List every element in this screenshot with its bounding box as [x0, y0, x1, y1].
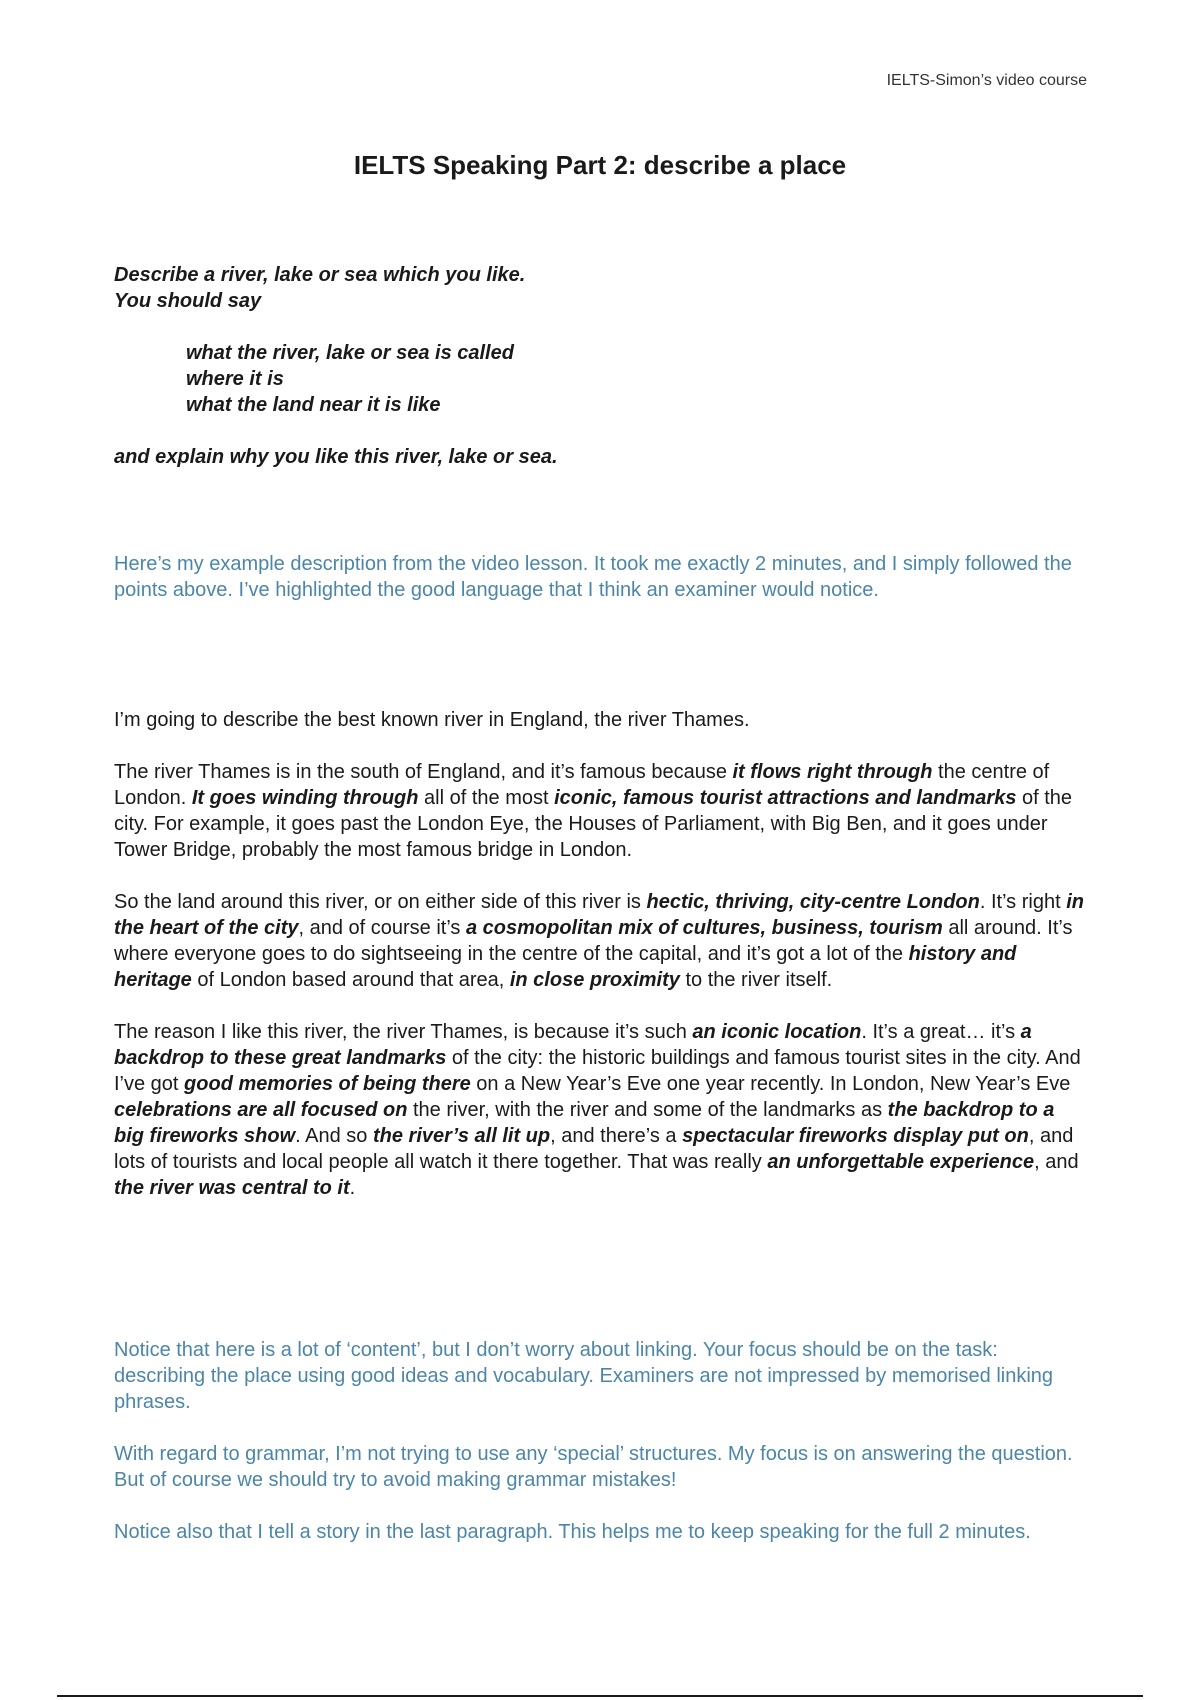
- answer-paragraph-4: [114, 1019, 1089, 1201]
- highlighted-phrase: the river’s all lit up: [373, 1125, 551, 1147]
- task-point: where it is: [186, 368, 284, 390]
- highlighted-phrase: a backdrop to these great landmarks: [114, 1021, 1032, 1069]
- intro-note: [114, 551, 1089, 629]
- highlighted-phrase: an iconic location: [692, 1021, 862, 1043]
- task-line-2: You should say: [114, 290, 262, 312]
- task-point: what the river, lake or sea is called: [186, 342, 514, 364]
- page-title: IELTS Speaking Part 2: describe a place: [353, 150, 847, 180]
- highlighted-phrase: it flows right through: [732, 761, 933, 783]
- answer-text: on a New Year’s Eve one year recently. In London, New Year’s Eve: [470, 1073, 1071, 1095]
- answer-text: the centre of London.: [114, 761, 1050, 809]
- answer-text: . And so: [295, 1125, 373, 1147]
- highlighted-phrase: celebrations are all focused on: [114, 1099, 408, 1121]
- task-spacer: [114, 314, 1089, 340]
- task-spacer: [114, 418, 1089, 444]
- highlighted-phrase: good memories of being there: [184, 1073, 471, 1095]
- answer-paragraph-3: [114, 889, 1089, 993]
- commentary-notes: [114, 1337, 1089, 1571]
- answer-paragraph-1: I’m going to describe the best known river in England, the river Thames.: [114, 709, 750, 731]
- task-point: what the land near it is like: [186, 394, 441, 416]
- answer-text: The river Thames is in the south of England, and it’s famous because: [114, 761, 733, 783]
- answer-text: , and of course it’s: [298, 917, 466, 939]
- answer-text: The reason I like this river, the river Thames, is because it’s such: [114, 1021, 693, 1043]
- answer-text: .: [349, 1177, 356, 1199]
- highlighted-phrase: in close proximity: [509, 969, 680, 991]
- highlighted-phrase: history and heritage: [114, 943, 1017, 991]
- answer-text: , and there’s a: [550, 1125, 683, 1147]
- answer-text: of the city. For example, it goes past the London Eye, the Houses of Parliament, with Big Ben, and it goes under Tower Bridge, probably the most famous bridge in London.: [114, 787, 1073, 861]
- task-line-1: Describe a river, lake or sea which you like.: [114, 264, 526, 286]
- answer-text: the river, with the river and some of the landmarks as: [407, 1099, 888, 1121]
- course-label: IELTS-Simon’s video course: [886, 72, 1087, 89]
- model-answer: [114, 707, 1089, 1227]
- highlighted-phrase: spectacular fireworks display put on: [682, 1125, 1029, 1147]
- highlighted-phrase: iconic, famous tourist attractions and landmarks: [554, 787, 1017, 809]
- highlighted-phrase: the backdrop to a big fireworks show: [114, 1099, 1055, 1147]
- commentary-note-1: Notice that here is a lot of ‘content’, but I don’t worry about linking. Your focus should be on the task: describing the place using good ideas and vocabulary. Examiners are not impressed by memorised linking phrases.: [114, 1339, 1054, 1413]
- answer-text: So the land around this river, or on either side of this river is: [114, 891, 647, 913]
- footer-divider: [57, 1695, 1143, 1697]
- answer-text: . It’s a great… it’s: [861, 1021, 1021, 1043]
- answer-text: to the river itself.: [679, 969, 833, 991]
- answer-text: . It’s right: [979, 891, 1067, 913]
- answer-text: of the city: the historic buildings and famous tourist sites in the city. And I’ve got: [114, 1047, 1081, 1095]
- highlighted-phrase: an unforgettable experience: [767, 1151, 1035, 1173]
- highlighted-phrase: hectic, thriving, city-centre London: [646, 891, 980, 913]
- highlighted-phrase: It goes winding through: [191, 787, 419, 809]
- task-card: [114, 262, 1089, 470]
- commentary-note-2: With regard to grammar, I’m not trying to use any ‘special’ structures. My focus is on answering the question. But of course we should try to avoid making grammar mistakes!: [114, 1443, 1073, 1491]
- answer-text: of London based around that area,: [191, 969, 510, 991]
- answer-paragraph-2: [114, 759, 1089, 863]
- answer-text: all around. It’s where everyone goes to do sightseeing in the centre of the capital, and it’s got a lot of the: [114, 917, 1073, 965]
- task-closing: and explain why you like this river, lake or sea.: [114, 446, 558, 468]
- answer-text: all of the most: [418, 787, 555, 809]
- answer-text: , and lots of tourists and local people all watch it there together. That was really: [114, 1125, 1074, 1173]
- answer-text: , and: [1034, 1151, 1079, 1173]
- commentary-note-3: Notice also that I tell a story in the last paragraph. This helps me to keep speaking for the full 2 minutes.: [114, 1521, 1031, 1543]
- highlighted-phrase: in the heart of the city: [114, 891, 1084, 939]
- highlighted-phrase: a cosmopolitan mix of cultures, business, tourism: [465, 917, 943, 939]
- highlighted-phrase: the river was central to it: [114, 1177, 350, 1199]
- intro-note-text: Here’s my example description from the video lesson. It took me exactly 2 minutes, and I simply followed the points above. I’ve highlighted the good language that I think an examiner would notice.: [114, 553, 1072, 601]
